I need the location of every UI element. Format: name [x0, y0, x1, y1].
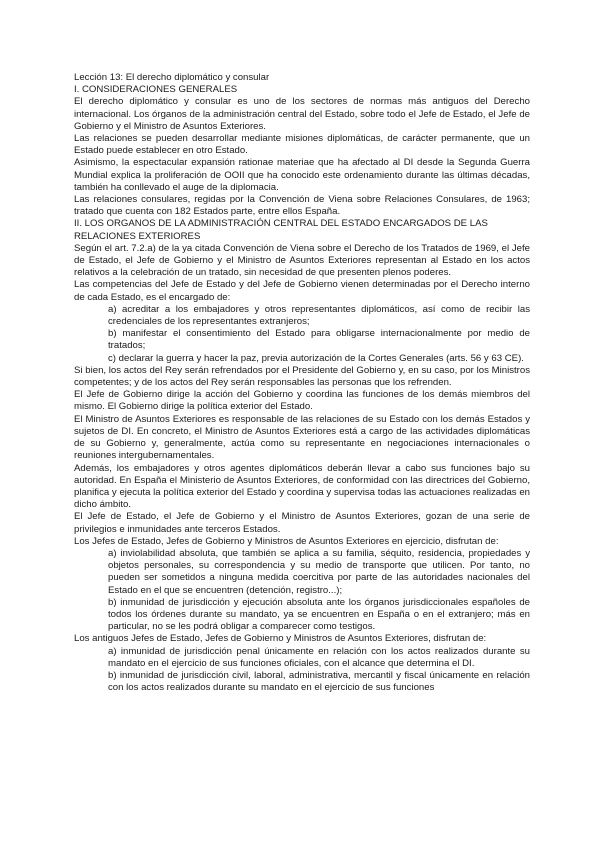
- document-body: [74, 84, 530, 694]
- list-item: a) acreditar a los embajadores y otros representantes diplomáticos, así como de recibir las credenciales de los representantes extranjeros;: [108, 303, 530, 328]
- list-item: a) inmunidad de jurisdicción penal únicamente en relación con los actos realizados durante su mandato en el ejercicio de sus funciones oficiales, con el alcance que determina el DI.: [108, 645, 530, 669]
- paragraph: Las relaciones se pueden desarrollar mediante misiones diplomáticas, de carácter permanente, que un Estado puede establecer en otro Estado.: [74, 133, 530, 157]
- section-heading: I. CONSIDERACIONES GENERALES: [74, 84, 238, 96]
- paragraph: Según el art. 7.2.a) de la ya citada Convención de Viena sobre el Derecho de los Tratados de 1969, el Jefe de Estado, el Jefe de Gobierno y el Ministro de Asuntos Exteriores representan al Estado en los actos relativos a la celebración de un tratado, sin necesidad de que presenten plenos poderes.: [74, 242, 530, 279]
- document-page: [74, 72, 530, 694]
- list-item: c) declarar la guerra y hacer la paz, previa autorización de la Cortes Generales (arts. 56 y 63 CE).: [108, 352, 524, 364]
- section-heading: II. LOS ORGANOS DE LA ADMINISTRACIÓN CENTRAL DEL ESTADO ENCARGADOS DE LAS RELACIONES EXTERIORES: [74, 218, 488, 242]
- paragraph: El Ministro de Asuntos Exteriores es responsable de las relaciones de su Estado con los demás Estados y sujetos de DI. En concreto, el Ministro de Asuntos Exteriores está a cargo de las actividades diplomáticas de su Gobierno y, generalmente, actúa como su representante en negociaciones internacionales o reuniones intergubernamentales.: [74, 413, 530, 462]
- paragraph: Los antiguos Jefes de Estado, Jefes de Gobierno y Ministros de Asuntos Exteriores, disfrutan de:: [74, 633, 487, 645]
- paragraph: El Jefe de Estado, el Jefe de Gobierno y el Ministro de Asuntos Exteriores, gozan de una serie de privilegios e inmunidades ante terceros Estados.: [74, 511, 530, 535]
- list-item: b) manifestar el consentimiento del Estado para obligarse internacionalmente por medio de tratados;: [108, 328, 530, 352]
- paragraph: Los Jefes de Estado, Jefes de Gobierno y Ministros de Asuntos Exteriores en ejercicio, disfrutan de:: [74, 535, 499, 547]
- list-item: b) inmunidad de jurisdicción civil, laboral, administrativa, mercantil y fiscal únicamente en relación con los actos realizados durante su mandato en el ejercicio de sus funciones: [108, 669, 530, 694]
- paragraph: Las relaciones consulares, regidas por la Convención de Viena sobre Relaciones Consulares, de 1963; tratado que cuenta con 182 Estados parte, entre ellos España.: [74, 194, 530, 218]
- paragraph: Las competencias del Jefe de Estado y del Jefe de Gobierno vienen determinadas por el Derecho interno de cada Estado, es el encargado de:: [74, 279, 530, 303]
- paragraph: El derecho diplomático y consular es uno de los sectores de normas más antiguos del Derecho internacional. Los órganos de la administración central del Estado, sobre todo el Jefe de Estado, el Jefe de Gobierno y el Ministro de Asuntos Exteriores.: [74, 96, 530, 132]
- list-item: b) inmunidad de jurisdicción y ejecución absoluta ante los órganos jurisdiccionales españoles de todos los órdenes durante su mandato, ya se encuentren en España o en el extranjero; más en particular, no se les podrá obligar a comparecer como testigos.: [108, 596, 530, 633]
- list-item: a) inviolabilidad absoluta, que también se aplica a su familia, séquito, residencia, propiedades y objetos personales, su correspondencia y su medio de transporte que utilicen. Por tanto, no pueden ser sometidos a ninguna medida coercitiva por parte de las autoridades nacionales del Estado en el que se encuentren (detención, registro...);: [108, 547, 530, 596]
- paragraph: Además, los embajadores y otros agentes diplomáticos deberán llevar a cabo sus funciones bajo su autoridad. En España el Ministerio de Asuntos Exteriores, de conformidad con las directrices del Gobierno, planifica y ejecuta la política exterior del Estado y coordina y supervisa todas las actuaciones realizadas en dicho ámbito.: [74, 462, 530, 511]
- document-title: Lección 13: El derecho diplomático y consular: [74, 72, 270, 83]
- paragraph: Asimismo, la espectacular expansión rationae materiae que ha afectado al DI desde la Segunda Guerra Mundial explica la proliferación de OOII que ha conocido este ordenamiento durante las últimas décadas, también ha conllevado el auge de la diplomacia.: [74, 157, 530, 193]
- paragraph: Si bien, los actos del Rey serán refrendados por el Presidente del Gobierno y, en su caso, por los Ministros competentes; y de los actos del Rey serán responsables las personas que los refrenden.: [74, 364, 530, 389]
- paragraph: El Jefe de Gobierno dirige la acción del Gobierno y coordina las funciones de los demás miembros del mismo. El Gobierno dirige la política exterior del Estado.: [74, 389, 530, 413]
